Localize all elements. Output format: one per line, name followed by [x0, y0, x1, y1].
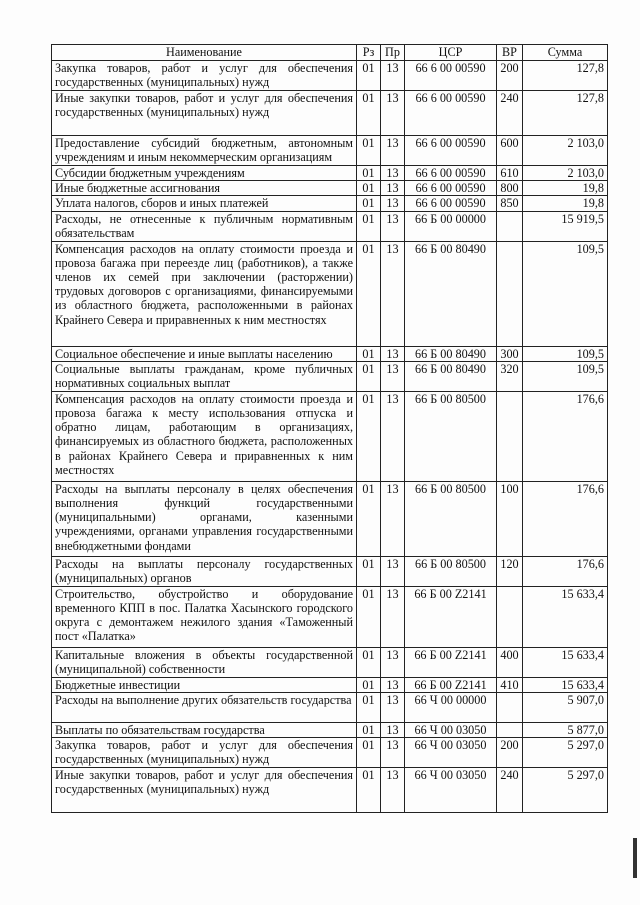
row-rz: 01: [357, 738, 381, 768]
row-pr: 13: [381, 677, 405, 692]
row-sum: 19,8: [523, 181, 608, 196]
header-row: [52, 45, 608, 61]
row-pr: 13: [381, 586, 405, 647]
row-rz: 01: [357, 481, 381, 556]
table-row: [52, 738, 608, 768]
row-rz: 01: [357, 61, 381, 91]
row-sum: 127,8: [523, 61, 608, 91]
row-pr: 13: [381, 91, 405, 136]
row-rz: 01: [357, 241, 381, 346]
header-name: Наименование: [52, 45, 357, 61]
row-sum: 5 877,0: [523, 723, 608, 738]
row-name: Социальные выплаты гражданам, кроме публичных нормативных социальных выплат: [52, 361, 357, 391]
row-name: Закупка товаров, работ и услуг для обеспечения государственных (муниципальных) нужд: [52, 738, 357, 768]
row-name: Расходы на выполнение других обязательств государства: [52, 693, 357, 723]
row-vr: [497, 391, 523, 481]
row-csr: 66 Б 00 80500: [405, 481, 497, 556]
row-csr: 66 6 00 00590: [405, 196, 497, 211]
row-vr: 600: [497, 136, 523, 166]
row-vr: 100: [497, 481, 523, 556]
row-vr: [497, 241, 523, 346]
row-name: Расходы, не отнесенные к публичным нормативным обязательствам: [52, 211, 357, 241]
row-csr: 66 Ч 00 03050: [405, 768, 497, 813]
row-sum: 15 633,4: [523, 677, 608, 692]
row-vr: [497, 693, 523, 723]
row-rz: 01: [357, 346, 381, 361]
row-pr: 13: [381, 768, 405, 813]
row-vr: 120: [497, 556, 523, 586]
row-rz: 01: [357, 693, 381, 723]
row-csr: 66 Б 00 Z2141: [405, 677, 497, 692]
row-name: Компенсация расходов на оплату стоимости проезда и провоза багажа к месту использования отпуска и обратно лицам, работающим в организациях, финансируемых из областного бюджета, расположенных в районах Крайнего Севера и приравненных к ним местностях: [52, 391, 357, 481]
row-rz: 01: [357, 647, 381, 677]
row-csr: 66 6 00 00590: [405, 61, 497, 91]
header-vr: ВР: [497, 45, 523, 61]
row-name: Выплаты по обязательствам государства: [52, 723, 357, 738]
row-sum: 2 103,0: [523, 166, 608, 181]
row-csr: 66 6 00 00590: [405, 181, 497, 196]
row-name: Предоставление субсидий бюджетным, автономным учреждениям и иным некоммерческим организациям: [52, 136, 357, 166]
row-name: Иные бюджетные ассигнования: [52, 181, 357, 196]
table-row: [52, 196, 608, 211]
row-sum: 5 297,0: [523, 768, 608, 813]
header-csr: ЦСР: [405, 45, 497, 61]
row-name: Субсидии бюджетным учреждениям: [52, 166, 357, 181]
table-row: [52, 768, 608, 813]
row-vr: [497, 586, 523, 647]
row-sum: 176,6: [523, 481, 608, 556]
row-vr: 300: [497, 346, 523, 361]
row-csr: 66 Б 00 Z2141: [405, 586, 497, 647]
row-sum: 19,8: [523, 196, 608, 211]
row-pr: 13: [381, 181, 405, 196]
row-rz: 01: [357, 181, 381, 196]
row-csr: 66 6 00 00590: [405, 136, 497, 166]
row-pr: 13: [381, 556, 405, 586]
table-row: [52, 723, 608, 738]
row-rz: 01: [357, 586, 381, 647]
row-csr: 66 Б 00 00000: [405, 211, 497, 241]
row-rz: 01: [357, 91, 381, 136]
row-sum: 109,5: [523, 346, 608, 361]
row-pr: 13: [381, 241, 405, 346]
row-rz: 01: [357, 196, 381, 211]
row-name: Капитальные вложения в объекты государственной (муниципальной) собственности: [52, 647, 357, 677]
row-vr: 410: [497, 677, 523, 692]
row-csr: 66 Ч 00 03050: [405, 723, 497, 738]
row-vr: 320: [497, 361, 523, 391]
row-pr: 13: [381, 391, 405, 481]
row-sum: 5 907,0: [523, 693, 608, 723]
table-row: [52, 241, 608, 346]
row-name: Строительство, обустройство и оборудование временного КПП в пос. Палатка Хасынского городского округа с демонтажем нежилого здания «Таможенный пост «Палатка»: [52, 586, 357, 647]
table-row: [52, 136, 608, 166]
table-row: [52, 211, 608, 241]
row-pr: 13: [381, 693, 405, 723]
row-name: Расходы на выплаты персоналу в целях обеспечения выполнения функций государственными (муниципальными) органами, казенными учреждениями, органами управления государственными внебюджетными фондами: [52, 481, 357, 556]
table-row: [52, 556, 608, 586]
row-csr: 66 Ч 00 00000: [405, 693, 497, 723]
row-sum: 2 103,0: [523, 136, 608, 166]
table-row: [52, 61, 608, 91]
row-sum: 15 633,4: [523, 647, 608, 677]
row-vr: 800: [497, 181, 523, 196]
row-name: Закупка товаров, работ и услуг для обеспечения государственных (муниципальных) нужд: [52, 61, 357, 91]
table-row: [52, 166, 608, 181]
row-name: Уплата налогов, сборов и иных платежей: [52, 196, 357, 211]
row-pr: 13: [381, 481, 405, 556]
budget-table: [51, 44, 608, 813]
row-name: Социальное обеспечение и иные выплаты населению: [52, 346, 357, 361]
row-rz: 01: [357, 723, 381, 738]
row-vr: 240: [497, 768, 523, 813]
row-pr: 13: [381, 211, 405, 241]
scan-edge-mark: [633, 838, 637, 878]
row-name: Иные закупки товаров, работ и услуг для обеспечения государственных (муниципальных) нужд: [52, 768, 357, 813]
row-csr: 66 Б 00 80500: [405, 556, 497, 586]
table-row: [52, 586, 608, 647]
table-row: [52, 481, 608, 556]
row-csr: 66 Б 00 80490: [405, 361, 497, 391]
header-rz: Рз: [357, 45, 381, 61]
row-rz: 01: [357, 166, 381, 181]
table-row: [52, 346, 608, 361]
row-vr: 850: [497, 196, 523, 211]
table-row: [52, 91, 608, 136]
row-pr: 13: [381, 361, 405, 391]
row-sum: 109,5: [523, 241, 608, 346]
row-pr: 13: [381, 166, 405, 181]
row-sum: 109,5: [523, 361, 608, 391]
row-csr: 66 6 00 00590: [405, 91, 497, 136]
row-vr: [497, 211, 523, 241]
row-pr: 13: [381, 61, 405, 91]
row-rz: 01: [357, 211, 381, 241]
row-vr: 200: [497, 738, 523, 768]
row-sum: 15 919,5: [523, 211, 608, 241]
row-sum: 5 297,0: [523, 738, 608, 768]
row-name: Бюджетные инвестиции: [52, 677, 357, 692]
row-vr: 200: [497, 61, 523, 91]
row-rz: 01: [357, 556, 381, 586]
table-row: [52, 391, 608, 481]
row-pr: 13: [381, 723, 405, 738]
row-name: Расходы на выплаты персоналу государственных (муниципальных) органов: [52, 556, 357, 586]
row-pr: 13: [381, 346, 405, 361]
row-pr: 13: [381, 738, 405, 768]
row-sum: 127,8: [523, 91, 608, 136]
row-csr: 66 Ч 00 03050: [405, 738, 497, 768]
row-vr: [497, 723, 523, 738]
row-name: Компенсация расходов на оплату стоимости проезда и провоза багажа при переезде лиц (работников), а также членов их семей при заключении (расторжении) трудовых договоров с организациями, финансируемыми из областного бюджета, расположенными в районах Крайнего Севера и приравненных к ним местностях: [52, 241, 357, 346]
row-csr: 66 Б 00 80500: [405, 391, 497, 481]
row-rz: 01: [357, 361, 381, 391]
row-rz: 01: [357, 136, 381, 166]
row-csr: 66 6 00 00590: [405, 166, 497, 181]
row-rz: 01: [357, 391, 381, 481]
row-pr: 13: [381, 647, 405, 677]
table-row: [52, 361, 608, 391]
row-vr: 610: [497, 166, 523, 181]
table-row: [52, 677, 608, 692]
row-csr: 66 Б 00 80490: [405, 241, 497, 346]
row-name: Иные закупки товаров, работ и услуг для обеспечения государственных (муниципальных) нужд: [52, 91, 357, 136]
table-row: [52, 181, 608, 196]
row-csr: 66 Б 00 80490: [405, 346, 497, 361]
header-sum: Сумма: [523, 45, 608, 61]
table-row: [52, 693, 608, 723]
row-sum: 176,6: [523, 391, 608, 481]
row-pr: 13: [381, 196, 405, 211]
row-csr: 66 Б 00 Z2141: [405, 647, 497, 677]
row-rz: 01: [357, 677, 381, 692]
row-vr: 400: [497, 647, 523, 677]
row-pr: 13: [381, 136, 405, 166]
row-vr: 240: [497, 91, 523, 136]
row-sum: 176,6: [523, 556, 608, 586]
row-rz: 01: [357, 768, 381, 813]
table-row: [52, 647, 608, 677]
header-pr: Пр: [381, 45, 405, 61]
row-sum: 15 633,4: [523, 586, 608, 647]
